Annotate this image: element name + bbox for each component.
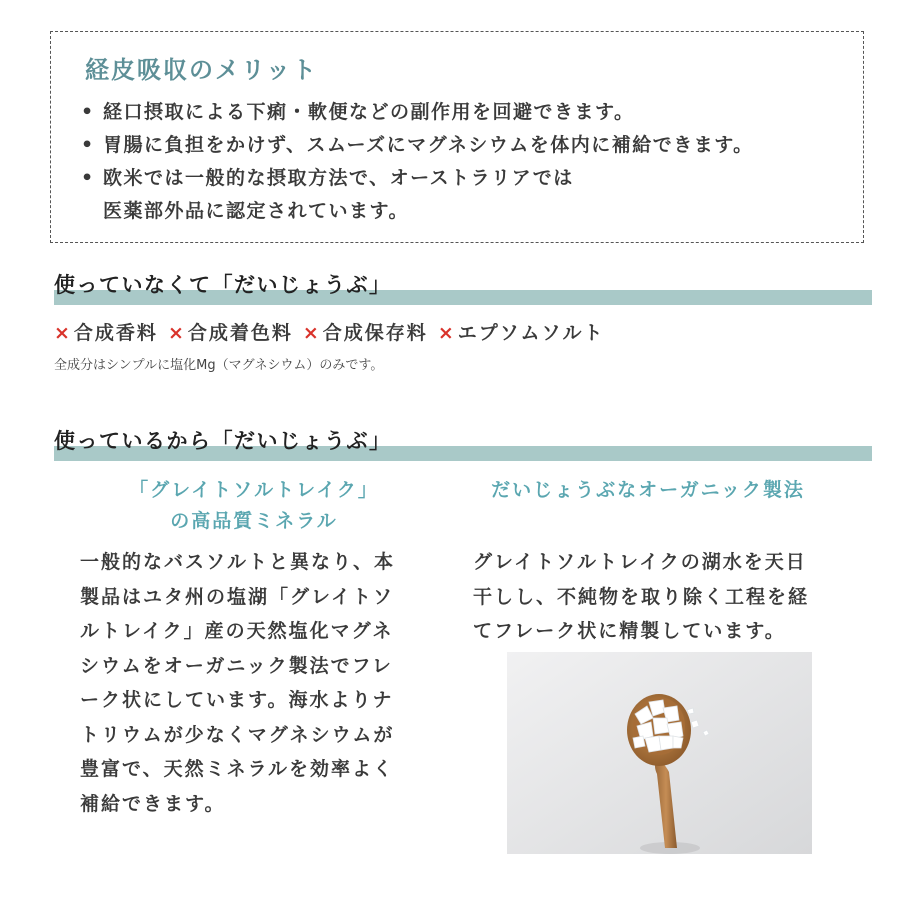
merit-title: 経皮吸収のメリット [85, 56, 319, 84]
free-item [54, 322, 158, 344]
merit-box [50, 31, 864, 243]
left-body-line: 製品はユタ州の塩湖「グレイトソ [80, 585, 395, 608]
free-heading: 使っていなくて「だいじょうぶ」 [54, 273, 392, 297]
cross-icon: × [167, 322, 186, 344]
free-item-label: 合成保存料 [322, 322, 428, 344]
right-body-line: てフレーク状に精製しています。 [473, 620, 786, 642]
left-column-title [54, 475, 454, 537]
left-body-line: 補給できます。 [80, 792, 226, 815]
cross-icon: × [302, 322, 321, 344]
using-heading: 使っているから「だいじょうぶ」 [54, 429, 392, 453]
free-item-label: エプソムソルト [457, 322, 605, 344]
left-body-line: ーク状にしています。海水よりナ [80, 689, 394, 711]
left-body-line: シウムをオーガニック製法でフレ [80, 654, 393, 677]
free-item-label: 合成香料 [73, 322, 158, 344]
free-item-label: 合成着色料 [187, 322, 293, 344]
free-item [168, 322, 293, 344]
right-body-line: グレイトソルトレイクの湖水を天日 [473, 551, 807, 573]
right-column-body [473, 545, 853, 649]
salt-spoon-photo [507, 652, 812, 854]
merit-item [81, 162, 754, 228]
merit-item-text-cont: 医薬部外品に認定されています。 [103, 200, 409, 222]
cross-icon: × [54, 322, 72, 344]
left-body-line: 豊富で、天然ミネラルを効率よく [80, 758, 395, 780]
free-item [438, 322, 605, 344]
merit-list [81, 96, 754, 228]
free-ingredients [54, 318, 615, 345]
merit-item [81, 96, 754, 129]
cross-icon: × [437, 322, 456, 344]
free-note: 全成分はシンプルに塩化Mg（マグネシウム）のみです。 [54, 358, 384, 373]
left-body-line: トリウムが少なくマグネシウムが [80, 723, 395, 746]
merit-item [81, 129, 754, 162]
merit-item-text: 経口摂取による下痢・軟便などの副作用を回避できます。 [103, 101, 635, 123]
left-body-line: ルトレイク」産の天然塩化マグネ [80, 620, 394, 642]
right-column-title: だいじょうぶなオーガニック製法 [491, 479, 805, 501]
left-title-line: 「グレイトソルトレイク」 [129, 479, 379, 501]
free-item [303, 322, 428, 344]
merit-item-text: 欧米では一般的な摂取方法で、オーストラリアでは [103, 167, 574, 189]
merit-item-text: 胃腸に負担をかけず、スムーズにマグネシウムを体内に補給できます。 [103, 134, 754, 156]
left-column-body [80, 545, 440, 821]
wooden-spoon-salt-flakes-icon [507, 652, 812, 854]
left-title-line: の高品質ミネラル [170, 510, 338, 532]
right-body-line: 干しし、不純物を取り除く工程を経 [473, 585, 810, 608]
left-body-line: 一般的なバスソルトと異なり、本 [80, 551, 396, 573]
